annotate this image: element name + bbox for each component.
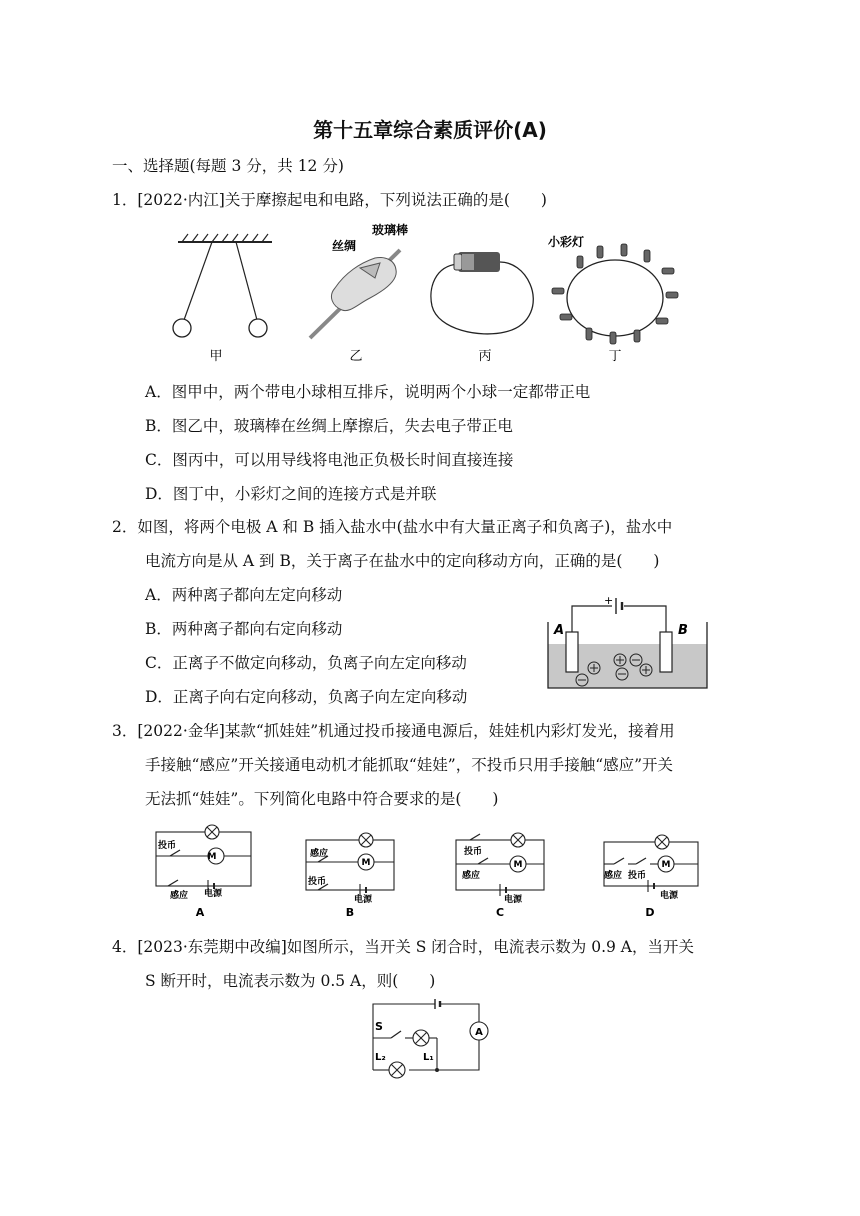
q2-option-d[interactable]: D．正离子向右定向移动，负离子向左定向移动 bbox=[145, 688, 468, 706]
q3-stem-line3: 无法抓“娃娃”。下列简化电路中符合要求的是( ) bbox=[145, 790, 499, 808]
q1-figure bbox=[160, 218, 690, 368]
q3-stem-line1: 3．[2022·金华]某款“抓娃娃”机通过投币接通电源后，娃娃机内彩灯发光，接着用 bbox=[112, 722, 675, 740]
q1-stem: 1．[2022·内江]关于摩擦起电和电路，下列说法正确的是( ) bbox=[112, 191, 547, 209]
label-small-lamp: 小彩灯 bbox=[548, 235, 585, 249]
q1-option-d[interactable]: D．图丁中，小彩灯之间的连接方式是并联 bbox=[145, 485, 437, 503]
circuit-a-coin-label: 投币 bbox=[158, 841, 177, 851]
ammeter-label: A bbox=[475, 1027, 483, 1038]
circuit-c[interactable] bbox=[456, 833, 544, 896]
electrode-b-label: B bbox=[678, 623, 688, 638]
page-title: 第十五章综合素质评价(A) bbox=[313, 118, 547, 142]
label-jia: 甲 bbox=[209, 349, 223, 364]
q2-stem-line2: 电流方向是从 A 到 B，关于离子在盐水中的定向移动方向，正确的是( ) bbox=[145, 552, 660, 570]
q3-circuit-options bbox=[148, 822, 708, 920]
circuit-c-sense-label: 感应 bbox=[462, 871, 481, 881]
circuit-a-sense-label: 感应 bbox=[170, 891, 189, 901]
circuit-d-motor: M bbox=[661, 860, 671, 870]
figure-ding bbox=[548, 234, 678, 364]
q2-option-c[interactable]: C．正离子不做定向移动，负离子向左定向移动 bbox=[145, 654, 467, 672]
q2-electrolysis-figure bbox=[540, 592, 715, 692]
circuit-a-motor: M bbox=[207, 852, 217, 862]
q4-stem-line1: 4．[2023·东莞期中改编]如图所示，当开关 S 闭合时，电流表示数为 0.9 A，当开关 bbox=[112, 938, 695, 956]
q4-stem-line2: S 断开时，电流表示数为 0.5 A，则( ) bbox=[145, 972, 436, 990]
circuit-d-power-label: 电源 bbox=[660, 891, 679, 901]
q2-stem-line1: 2．如图，将两个电极 A 和 B 插入盐水中(盐水中有大量正离子和负离子)，盐水中 bbox=[112, 518, 673, 536]
q2-option-a[interactable]: A．两种离子都向左定向移动 bbox=[145, 586, 343, 604]
section-heading: 一、选择题(每题 3 分，共 12 分) bbox=[112, 157, 344, 175]
q3-stem-line2: 手接触“感应”开关接通电动机才能抓取“娃娃”，不投币只用手接触“感应”开关 bbox=[145, 756, 674, 774]
circuit-a-power-label: 电源 bbox=[204, 889, 223, 899]
circuit-b-motor: M bbox=[361, 858, 371, 868]
electrode-a-label: A bbox=[554, 623, 565, 638]
circuit-d-label: D bbox=[645, 906, 655, 919]
circuit-d[interactable] bbox=[604, 835, 698, 892]
circuit-d-sense-label: 感应 bbox=[604, 871, 623, 881]
q1-option-a[interactable]: A．图甲中，两个带电小球相互排斥，说明两个小球一定都带正电 bbox=[145, 383, 591, 401]
circuit-c-coin-label: 投币 bbox=[464, 847, 483, 857]
q4-circuit-figure bbox=[365, 998, 495, 1080]
switch-s-label: S bbox=[375, 1020, 383, 1033]
label-yi: 乙 bbox=[349, 349, 363, 364]
battery-plus-sign: + bbox=[604, 594, 614, 607]
figure-yi bbox=[310, 222, 408, 364]
circuit-c-label: C bbox=[495, 906, 505, 919]
circuit-a-label: A bbox=[195, 906, 205, 919]
q1-option-c[interactable]: C．图丙中，可以用导线将电池正负极长时间直接连接 bbox=[145, 451, 514, 469]
label-ding: 丁 bbox=[608, 349, 622, 364]
circuit-a[interactable] bbox=[156, 825, 251, 892]
circuit-d-coin-label: 投币 bbox=[628, 871, 647, 881]
q1-option-b[interactable]: B．图乙中，玻璃棒在丝绸上摩擦后，失去电子带正电 bbox=[145, 417, 513, 435]
label-silk: 丝绸 bbox=[332, 239, 357, 253]
circuit-c-power-label: 电源 bbox=[504, 895, 523, 905]
circuit-b-coin-label: 投币 bbox=[308, 877, 327, 887]
circuit-c-motor: M bbox=[513, 860, 523, 870]
figure-jia bbox=[173, 234, 272, 364]
lamp-l1-label: L₁ bbox=[423, 1052, 434, 1063]
label-bing: 丙 bbox=[478, 349, 492, 364]
q2-option-b[interactable]: B．两种离子都向右定向移动 bbox=[145, 620, 343, 638]
lamp-l2-label: L₂ bbox=[375, 1052, 386, 1063]
label-glass-rod: 玻璃棒 bbox=[372, 223, 409, 237]
figure-bing bbox=[431, 252, 533, 364]
circuit-b-sense-label: 感应 bbox=[310, 849, 329, 859]
circuit-b-label: B bbox=[345, 906, 355, 919]
circuit-b-power-label: 电源 bbox=[354, 895, 373, 905]
